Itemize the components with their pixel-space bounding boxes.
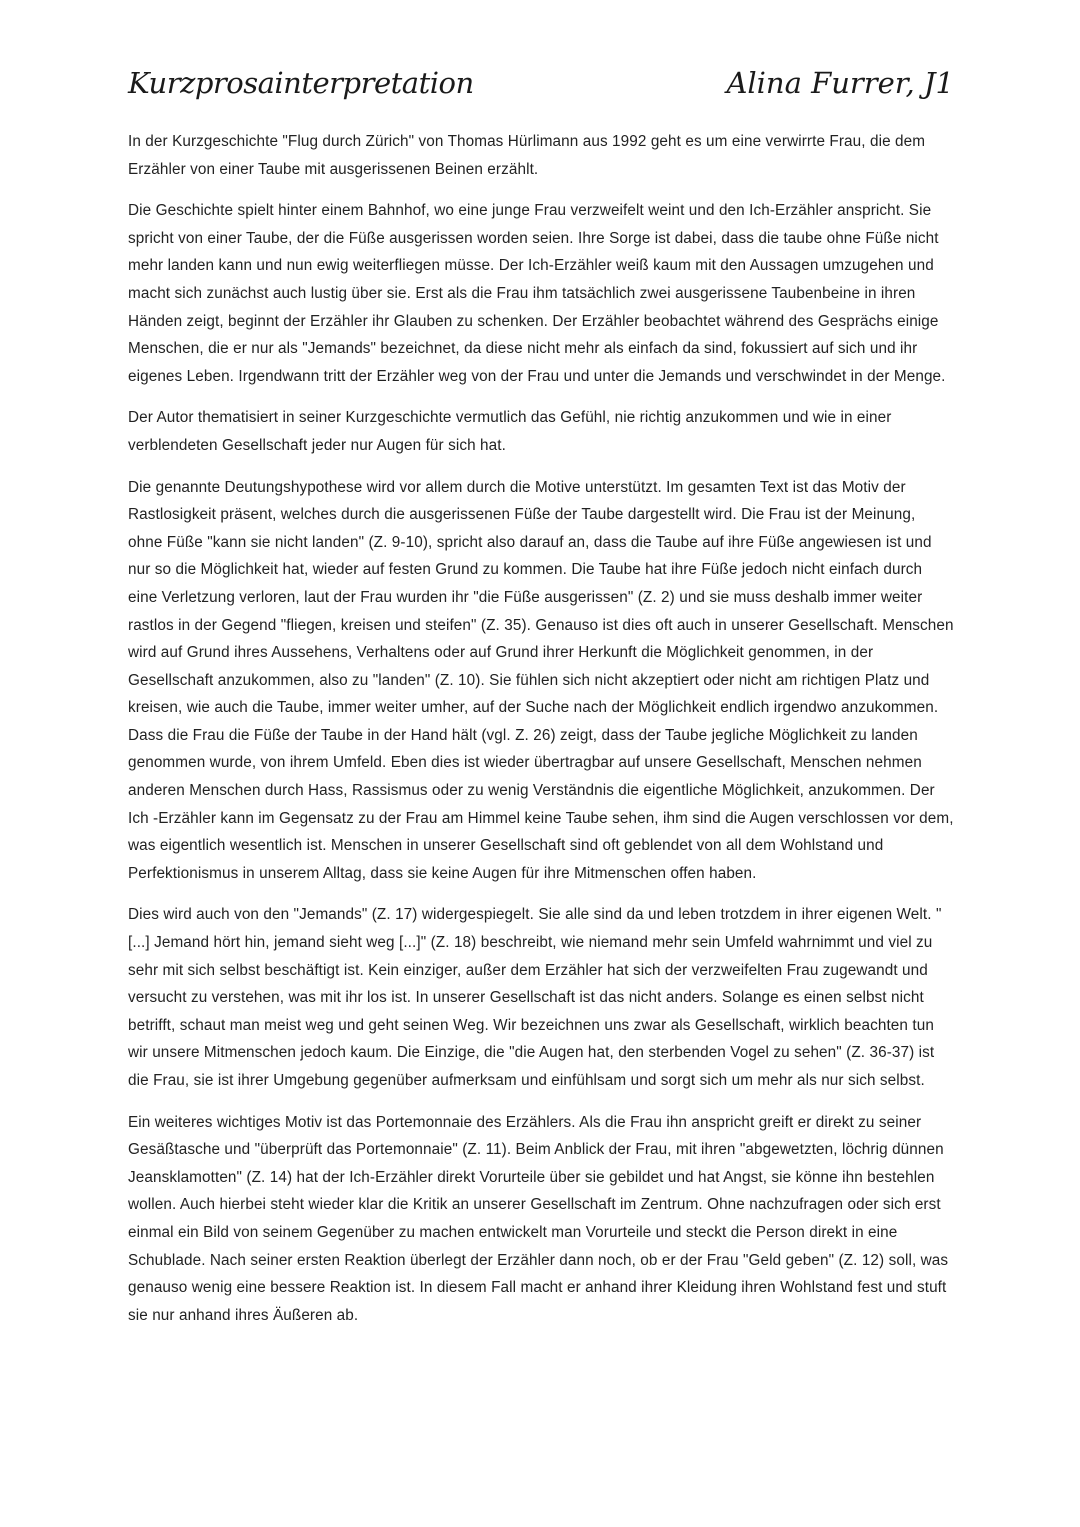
paragraph-analysis-portemonnaie: Ein weiteres wichtiges Motiv ist das Portemonnaie des Erzählers. Als die Frau ihn anspricht greift er direkt zu seiner Gesäßtasche und "überprüft das Portemonnaie" (Z. 11). Beim Anblick der Frau, mit ihren "abgewetzten, löchrig dünnen Jeansklamotten" (Z. 14) hat der Ich-Erzähler direkt Vorurteile über sie gebildet und hat Angst, sie könne ihn bestehlen wollen. Auch hierbei steht wieder klar die Kritik an unserer Gesellschaft im Zentrum. Ohne nachzufragen oder sich erst einmal ein Bild von seinem Gegenüber zu machen entwickelt man Vorurteile und steckt die Person direkt in eine Schublade. Nach seiner ersten Reaktion überlegt der Erzähler dann noch, ob er der Frau "Geld geben" (Z. 12) soll, was genauso wenig eine bessere Reaktion ist. In diesem Fall macht er anhand ihrer Kleidung ihren Wohlstand fest und stuft sie nur anhand ihres Äußeren ab. bbox=[128, 1113, 949, 1324]
paragraph-analysis-restlessness: Die genannte Deutungshypothese wird vor allem durch die Motive unterstützt. Im gesamten Text ist das Motiv der Rastlosigkeit präsent, welches durch die ausgerissenen Füße der Taube dargestellt wird. Die Frau ist der Meinung, ohne Füße "kann sie nicht landen" (Z. 9-10), spricht also darauf an, dass die Taube auf ihre Füße angewiesen ist und nur so die Möglichkeit hat, wieder auf festen Grund zu kommen. Die Taube hat ihre Füße jedoch nicht einfach durch eine Verletzung verloren, laut der Frau wurden ihr "die Füße ausgerissen" (Z. 2) und sie muss deshalb immer weiter rastlos in der Gegend "fliegen, kreisen und steifen" (Z. 35). Genauso ist dies oft auch in unserer Gesellschaft. Menschen wird auf Grund ihres Aussehens, Verhaltens oder auf Grund ihrer Herkunft die Möglichkeit genommen, in der Gesellschaft anzukommen, also zu "landen" (Z. 10). Sie fühlen sich nicht akzeptiert oder nicht am richtigen Platz und kreisen, wie auch die Taube, immer weiter umher, auf der Suche nach der Möglichkeit endlich irgendwo anzukommen. Dass die Frau die Füße der Taube in der Hand hält (vgl. Z. 26) zeigt, dass der Taube jegliche Möglichkeit zu landen genommen wurde, von ihrem Umfeld. Eben dies ist wieder übertragbar auf unsere Gesellschaft, Menschen nehmen anderen Menschen durch Hass, Rassismus oder zu wenig Verständnis die eigentliche Möglichkeit, anzukommen. Der Ich -Erzähler kann im Gegensatz zu der Frau am Himmel keine Taube sehen, ihm sind die Augen verschlossen vor dem, was eigentlich wesentlich ist. Menschen in unserer Gesellschaft sind oft geblendet von all dem Wohlstand und Perfektionismus in unserem Alltag, dass sie keine Augen für ihre Mitmenschen offen haben. bbox=[128, 478, 954, 882]
author-name: Alina Furrer, J1 bbox=[726, 66, 954, 100]
document-title: Kurzprosainterpretation bbox=[128, 66, 474, 100]
document-header bbox=[128, 66, 954, 116]
paragraph-analysis-jemands: Dies wird auch von den "Jemands" (Z. 17) widergespiegelt. Sie alle sind da und leben trotzdem in ihrer eigenen Welt. "[...] Jemand hört hin, jemand sieht weg [...]" (Z. 18) beschreibt, wie niemand mehr sein Umfeld wahrnimmt und viel zu sehr mit sich selbst beschäftigt ist. Kein einziger, außer dem Erzähler hat sich der verzweifelten Frau zugewandt und versucht zu verstehen, was mit ihr los ist. In unserer Gesellschaft ist das nicht anders. Solange es einen selbst nicht betrifft, schaut man meist weg und geht seinen Weg. Wir bezeichnen uns zwar als Gesellschaft, wirklich beachten tun wir unsere Mitmenschen jedoch kaum. Die Einzige, die "die Augen hat, den sterbenden Vogel zu sehen" (Z. 36-37) ist die Frau, sie ist ihrer Umgebung gegenüber aufmerksam und einfühlsam und sorgt sich um mehr als nur sich selbst. bbox=[128, 906, 942, 1089]
paragraph-summary: Die Geschichte spielt hinter einem Bahnhof, wo eine junge Frau verzweifelt weint und den Ich-Erzähler anspricht. Sie spricht von einer Taube, der die Füße ausgerissen worden seien. Ihre Sorge ist dabei, dass die taube ohne Füße nicht mehr landen kann und nun ewig weiterfliegen müsse. Der Ich-Erzähler weiß kaum mit den Aussagen umzugehen und macht sich zunächst auch lustig über sie. Erst als die Frau ihm tatsächlich zwei ausgerissene Taubenbeine in ihren Händen zeigt, beginnt der Erzähler ihr Glauben zu schenken. Der Erzähler beobachtet während des Gesprächs einige Menschen, die er nur als "Jemands" bezeichnet, da diese nicht mehr als einfach da sind, fokussiert auf sich und ihr eigenes Leben. Irgendwann tritt der Erzähler weg von der Frau und unter die Jemands und verschwindet in der Menge. bbox=[128, 202, 946, 385]
paragraph-introduction: In der Kurzgeschichte "Flug durch Zürich" von Thomas Hürlimann aus 1992 geht es um eine verwirrte Frau, die dem Erzähler von einer Taube mit ausgerissenen Beinen erzählt. bbox=[128, 133, 926, 178]
document-body bbox=[128, 128, 954, 1343]
paragraph-hypothesis: Der Autor thematisiert in seiner Kurzgeschichte vermutlich das Gefühl, nie richtig anzukommen und wie in einer verblendeten Gesellschaft jeder nur Augen für sich hat. bbox=[128, 409, 892, 454]
